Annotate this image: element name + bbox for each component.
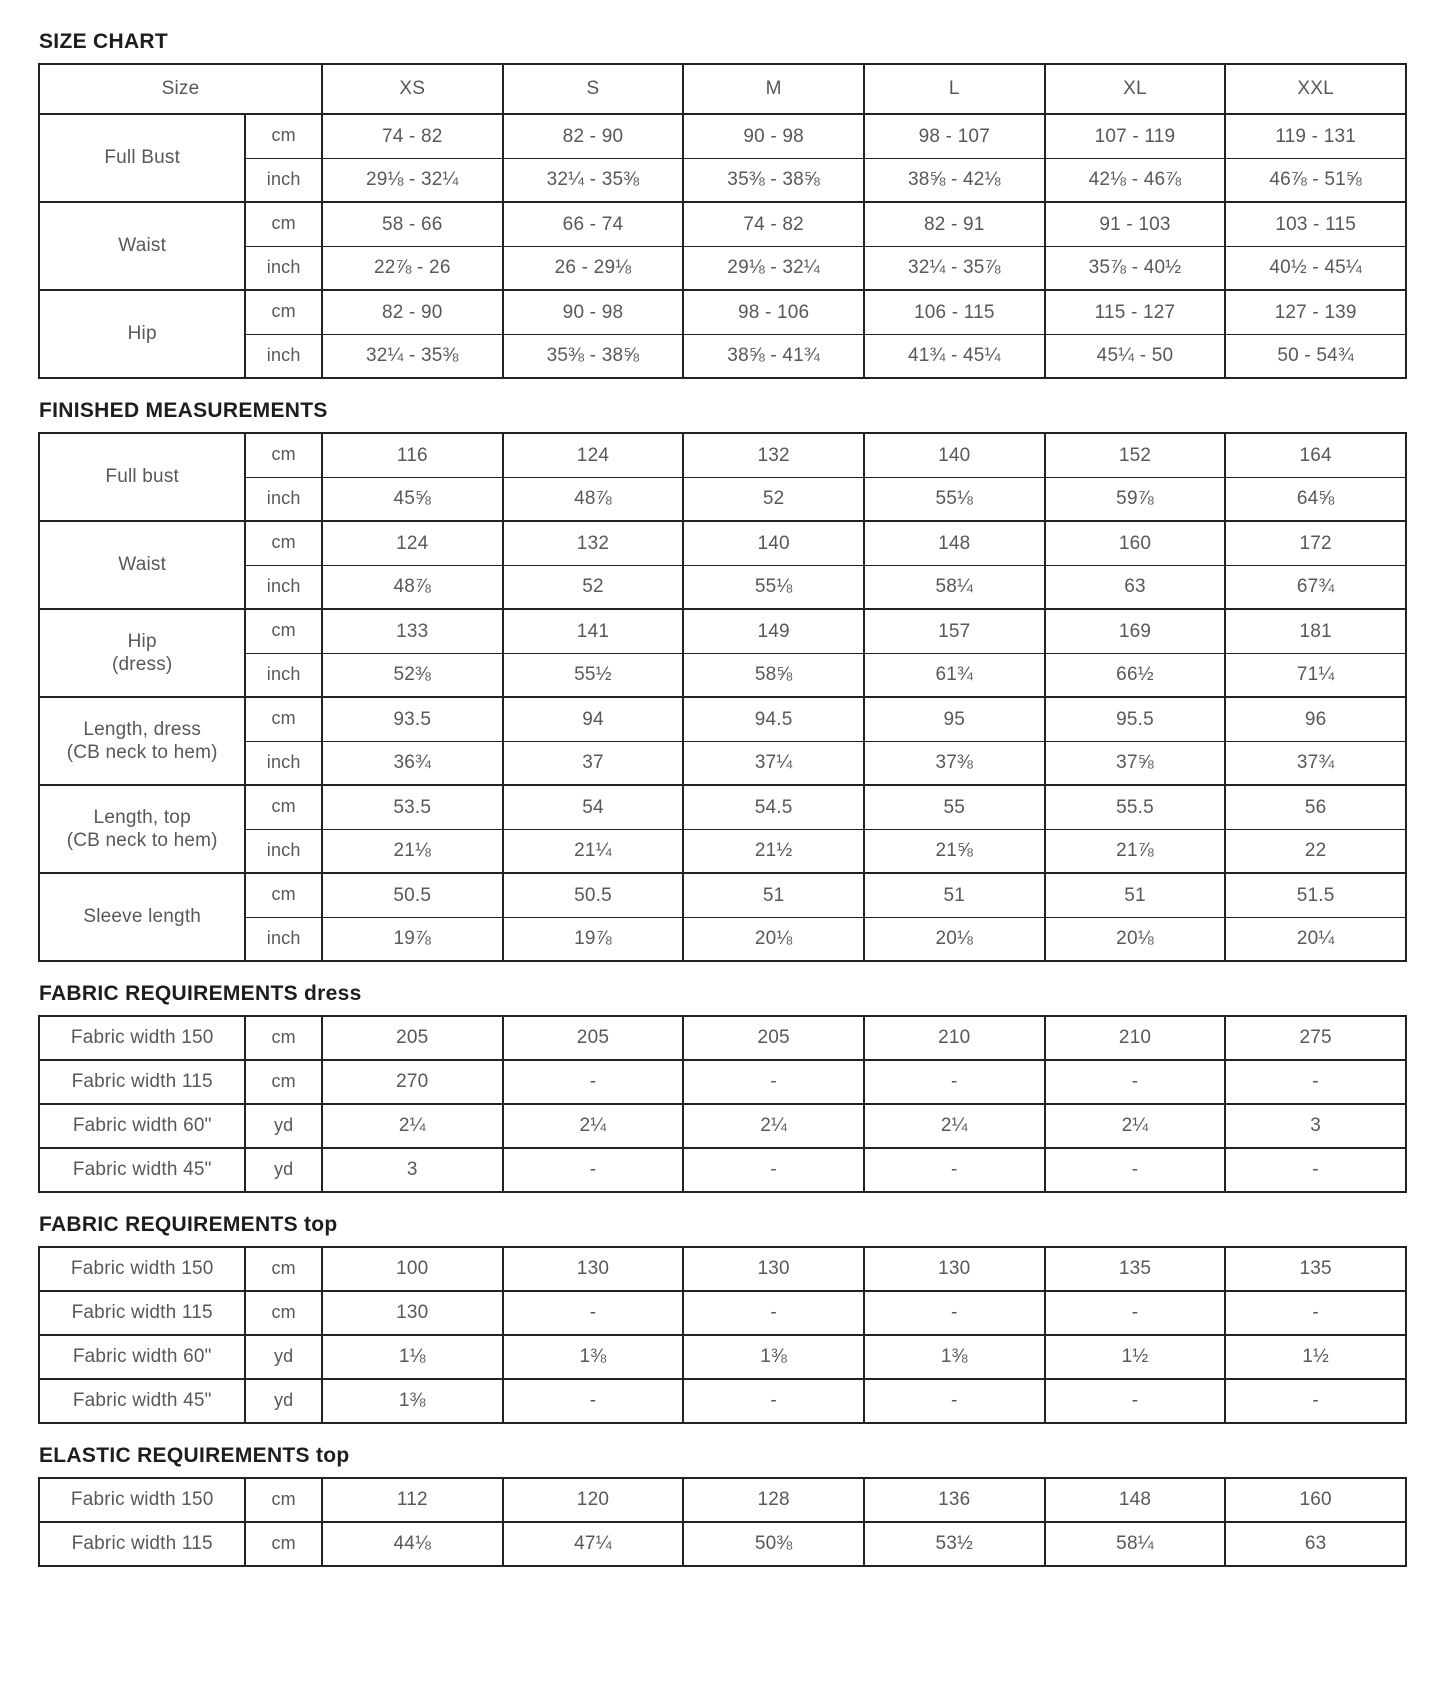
table-row (39, 202, 1406, 246)
value-cell: 136 (864, 1478, 1045, 1522)
value-cell: 3 (322, 1148, 503, 1192)
unit-cell: cm (245, 785, 322, 829)
value-cell: - (503, 1060, 684, 1104)
value-cell: 29⅛ - 32¼ (683, 246, 864, 290)
unit-cell: cm (245, 114, 322, 158)
elastic-requirements-top-title: ELASTIC REQUIREMENTS top (39, 1444, 350, 1467)
fabric-requirements-top-title: FABRIC REQUIREMENTS top (39, 1213, 338, 1236)
unit-cell: cm (245, 609, 322, 653)
section-finished-measurements (38, 399, 1407, 962)
value-cell: 1½ (1045, 1335, 1226, 1379)
value-cell: 124 (322, 521, 503, 565)
value-cell: 127 - 139 (1225, 290, 1406, 334)
value-cell: 152 (1045, 433, 1226, 477)
value-cell: - (864, 1060, 1045, 1104)
value-cell: 58 - 66 (322, 202, 503, 246)
unit-cell: inch (245, 246, 322, 290)
value-cell: 2¼ (864, 1104, 1045, 1148)
unit-cell: inch (245, 158, 322, 202)
value-cell: 119 - 131 (1225, 114, 1406, 158)
size-header-label: Size (39, 64, 322, 114)
section-elastic-requirements-top (38, 1444, 1407, 1567)
value-cell: 130 (864, 1247, 1045, 1291)
row-label: Fabric width 150 (39, 1016, 245, 1060)
value-cell: - (683, 1291, 864, 1335)
value-cell: 54 (503, 785, 684, 829)
value-cell: 1⅛ (322, 1335, 503, 1379)
value-cell: 149 (683, 609, 864, 653)
value-cell: 48⅞ (322, 565, 503, 609)
value-cell: 22 (1225, 829, 1406, 873)
value-cell: - (503, 1291, 684, 1335)
value-cell: 130 (503, 1247, 684, 1291)
value-cell: 2¼ (683, 1104, 864, 1148)
value-cell: - (1225, 1379, 1406, 1423)
value-cell: 21½ (683, 829, 864, 873)
value-cell: 1⅜ (683, 1335, 864, 1379)
value-cell: 169 (1045, 609, 1226, 653)
row-label: Fabric width 60" (39, 1335, 245, 1379)
value-cell: 115 - 127 (1045, 290, 1226, 334)
elastic-requirements-top-table-holder (38, 1477, 1407, 1567)
value-cell: 50⅜ (683, 1522, 864, 1566)
row-label: Length, dress (CB neck to hem) (39, 697, 245, 785)
value-cell: 66 - 74 (503, 202, 684, 246)
table-row (39, 697, 1406, 741)
value-cell: 37¾ (1225, 741, 1406, 785)
value-cell: 95 (864, 697, 1045, 741)
value-cell: 2¼ (322, 1104, 503, 1148)
finished-measurements-table (38, 432, 1407, 962)
value-cell: 36¾ (322, 741, 503, 785)
value-cell: 48⅞ (503, 477, 684, 521)
value-cell: - (1045, 1379, 1226, 1423)
value-cell: 63 (1045, 565, 1226, 609)
value-cell: 37⅜ (864, 741, 1045, 785)
value-cell: - (864, 1291, 1045, 1335)
value-cell: 157 (864, 609, 1045, 653)
value-cell: 205 (683, 1016, 864, 1060)
row-label: Fabric width 60" (39, 1104, 245, 1148)
row-label: Fabric width 115 (39, 1291, 245, 1335)
value-cell: 74 - 82 (683, 202, 864, 246)
value-cell: 50.5 (322, 873, 503, 917)
value-cell: 58¼ (1045, 1522, 1226, 1566)
value-cell: 164 (1225, 433, 1406, 477)
table-row (39, 1291, 1406, 1335)
unit-cell: cm (245, 521, 322, 565)
unit-cell: cm (245, 1291, 322, 1335)
size-chart-table-holder (38, 63, 1407, 379)
value-cell: 91 - 103 (1045, 202, 1226, 246)
value-cell: 51 (864, 873, 1045, 917)
value-cell: 1½ (1225, 1335, 1406, 1379)
value-cell: 55.5 (1045, 785, 1226, 829)
row-label: Fabric width 115 (39, 1060, 245, 1104)
finished-measurements-title: FINISHED MEASUREMENTS (39, 399, 328, 422)
value-cell: 50 - 54¾ (1225, 334, 1406, 378)
value-cell: 56 (1225, 785, 1406, 829)
value-cell: 55½ (503, 653, 684, 697)
fabric-requirements-dress-table-holder (38, 1015, 1407, 1193)
value-cell: 130 (683, 1247, 864, 1291)
value-cell: 35⅜ - 38⅝ (683, 158, 864, 202)
table-row (39, 114, 1406, 158)
value-cell: - (1045, 1060, 1226, 1104)
value-cell: 133 (322, 609, 503, 653)
size-chart-table (38, 63, 1407, 379)
value-cell: 21⅛ (322, 829, 503, 873)
value-cell: 58⅝ (683, 653, 864, 697)
value-cell: 82 - 90 (322, 290, 503, 334)
unit-cell: yd (245, 1335, 322, 1379)
row-label: Fabric width 115 (39, 1522, 245, 1566)
fabric-requirements-top-table (38, 1246, 1407, 1424)
value-cell: 19⅞ (503, 917, 684, 961)
value-cell: 40½ - 45¼ (1225, 246, 1406, 290)
unit-cell: yd (245, 1148, 322, 1192)
value-cell: 32¼ - 35⅜ (503, 158, 684, 202)
value-cell: 20⅛ (1045, 917, 1226, 961)
value-cell: 124 (503, 433, 684, 477)
value-cell: 55⅛ (683, 565, 864, 609)
value-cell: 93.5 (322, 697, 503, 741)
value-cell: 51 (1045, 873, 1226, 917)
unit-cell: inch (245, 917, 322, 961)
value-cell: 42⅛ - 46⅞ (1045, 158, 1226, 202)
value-cell: 29⅛ - 32¼ (322, 158, 503, 202)
row-label: Waist (39, 521, 245, 609)
value-cell: 37¼ (683, 741, 864, 785)
value-cell: 32¼ - 35⅜ (322, 334, 503, 378)
table-row (39, 433, 1406, 477)
value-cell: 52⅜ (322, 653, 503, 697)
value-cell: - (1225, 1148, 1406, 1192)
value-cell: 50.5 (503, 873, 684, 917)
table-row (39, 1060, 1406, 1104)
value-cell: 22⅞ - 26 (322, 246, 503, 290)
value-cell: 103 - 115 (1225, 202, 1406, 246)
value-cell: 210 (864, 1016, 1045, 1060)
value-cell: 20⅛ (864, 917, 1045, 961)
value-cell: - (864, 1379, 1045, 1423)
value-cell: - (683, 1379, 864, 1423)
value-cell: 140 (683, 521, 864, 565)
unit-cell: cm (245, 1060, 322, 1104)
value-cell: 141 (503, 609, 684, 653)
value-cell: 270 (322, 1060, 503, 1104)
table-row (39, 1522, 1406, 1566)
value-cell: 21⅝ (864, 829, 1045, 873)
value-cell: 41¾ - 45¼ (864, 334, 1045, 378)
value-cell: 26 - 29⅛ (503, 246, 684, 290)
value-cell: 53.5 (322, 785, 503, 829)
row-label: Sleeve length (39, 873, 245, 961)
value-cell: 21¼ (503, 829, 684, 873)
fabric-requirements-dress-table (38, 1015, 1407, 1193)
value-cell: 45¼ - 50 (1045, 334, 1226, 378)
unit-cell: cm (245, 1016, 322, 1060)
table-row (39, 1379, 1406, 1423)
table-row (39, 609, 1406, 653)
elastic-requirements-top-table (38, 1477, 1407, 1567)
value-cell: 71¼ (1225, 653, 1406, 697)
unit-cell: cm (245, 290, 322, 334)
unit-cell: inch (245, 653, 322, 697)
value-cell: 59⅞ (1045, 477, 1226, 521)
value-cell: 205 (322, 1016, 503, 1060)
value-cell: 3 (1225, 1104, 1406, 1148)
unit-cell: inch (245, 334, 322, 378)
value-cell: - (503, 1148, 684, 1192)
value-cell: 61¾ (864, 653, 1045, 697)
size-column-header: XL (1045, 64, 1226, 114)
value-cell: 52 (683, 477, 864, 521)
value-cell: 98 - 107 (864, 114, 1045, 158)
value-cell: - (1045, 1291, 1226, 1335)
table-row (39, 1104, 1406, 1148)
table-row (39, 1148, 1406, 1192)
value-cell: 66½ (1045, 653, 1226, 697)
value-cell: 44⅛ (322, 1522, 503, 1566)
value-cell: 2¼ (503, 1104, 684, 1148)
value-cell: - (503, 1379, 684, 1423)
row-label: Waist (39, 202, 245, 290)
unit-cell: inch (245, 565, 322, 609)
size-column-header: XXL (1225, 64, 1406, 114)
value-cell: 2¼ (1045, 1104, 1226, 1148)
value-cell: 74 - 82 (322, 114, 503, 158)
unit-cell: inch (245, 829, 322, 873)
row-label: Full bust (39, 433, 245, 521)
value-cell: 95.5 (1045, 697, 1226, 741)
value-cell: 135 (1225, 1247, 1406, 1291)
value-cell: 172 (1225, 521, 1406, 565)
value-cell: 1⅜ (322, 1379, 503, 1423)
value-cell: 275 (1225, 1016, 1406, 1060)
finished-measurements-table-holder (38, 432, 1407, 962)
table-row (39, 1478, 1406, 1522)
row-label: Hip (dress) (39, 609, 245, 697)
size-column-header: M (683, 64, 864, 114)
value-cell: 20⅛ (683, 917, 864, 961)
value-cell: 135 (1045, 1247, 1226, 1291)
unit-cell: inch (245, 477, 322, 521)
row-label: Fabric width 45" (39, 1379, 245, 1423)
unit-cell: cm (245, 697, 322, 741)
value-cell: 181 (1225, 609, 1406, 653)
value-cell: 55⅛ (864, 477, 1045, 521)
value-cell: 63 (1225, 1522, 1406, 1566)
value-cell: 46⅞ - 51⅝ (1225, 158, 1406, 202)
table-row (39, 785, 1406, 829)
value-cell: 98 - 106 (683, 290, 864, 334)
value-cell: 132 (683, 433, 864, 477)
table-row (39, 1016, 1406, 1060)
value-cell: 94.5 (683, 697, 864, 741)
value-cell: 64⅝ (1225, 477, 1406, 521)
value-cell: 120 (503, 1478, 684, 1522)
value-cell: 132 (503, 521, 684, 565)
unit-cell: yd (245, 1379, 322, 1423)
section-size-chart (38, 30, 1407, 379)
table-row (39, 290, 1406, 334)
value-cell: 82 - 91 (864, 202, 1045, 246)
row-label: Hip (39, 290, 245, 378)
value-cell: 160 (1045, 521, 1226, 565)
value-cell: 94 (503, 697, 684, 741)
unit-cell: inch (245, 741, 322, 785)
value-cell: 53½ (864, 1522, 1045, 1566)
row-label: Fabric width 150 (39, 1247, 245, 1291)
fabric-requirements-dress-title: FABRIC REQUIREMENTS dress (39, 982, 362, 1005)
value-cell: 54.5 (683, 785, 864, 829)
value-cell: - (1045, 1148, 1226, 1192)
value-cell: 148 (1045, 1478, 1226, 1522)
table-row (39, 873, 1406, 917)
unit-cell: cm (245, 1247, 322, 1291)
row-label: Fabric width 150 (39, 1478, 245, 1522)
row-label: Length, top (CB neck to hem) (39, 785, 245, 873)
value-cell: 51 (683, 873, 864, 917)
unit-cell: cm (245, 873, 322, 917)
value-cell: 148 (864, 521, 1045, 565)
value-cell: 140 (864, 433, 1045, 477)
size-column-header: XS (322, 64, 503, 114)
table-row (39, 521, 1406, 565)
value-cell: 128 (683, 1478, 864, 1522)
value-cell: 90 - 98 (503, 290, 684, 334)
value-cell: 47¼ (503, 1522, 684, 1566)
unit-cell: cm (245, 1522, 322, 1566)
fabric-requirements-top-table-holder (38, 1246, 1407, 1424)
value-cell: 21⅞ (1045, 829, 1226, 873)
value-cell: 20¼ (1225, 917, 1406, 961)
value-cell: 106 - 115 (864, 290, 1045, 334)
size-column-header: S (503, 64, 684, 114)
value-cell: 107 - 119 (1045, 114, 1226, 158)
value-cell: 45⅝ (322, 477, 503, 521)
value-cell: 55 (864, 785, 1045, 829)
value-cell: 37 (503, 741, 684, 785)
value-cell: 130 (322, 1291, 503, 1335)
value-cell: 38⅝ - 42⅛ (864, 158, 1045, 202)
table-row (39, 1247, 1406, 1291)
value-cell: - (864, 1148, 1045, 1192)
value-cell: 52 (503, 565, 684, 609)
value-cell: - (1225, 1291, 1406, 1335)
value-cell: 51.5 (1225, 873, 1406, 917)
value-cell: - (1225, 1060, 1406, 1104)
value-cell: 90 - 98 (683, 114, 864, 158)
value-cell: 82 - 90 (503, 114, 684, 158)
value-cell: 67¾ (1225, 565, 1406, 609)
row-label: Fabric width 45" (39, 1148, 245, 1192)
value-cell: 116 (322, 433, 503, 477)
unit-cell: cm (245, 1478, 322, 1522)
row-label: Full Bust (39, 114, 245, 202)
value-cell: - (683, 1148, 864, 1192)
value-cell: 96 (1225, 697, 1406, 741)
value-cell: 35⅞ - 40½ (1045, 246, 1226, 290)
value-cell: 100 (322, 1247, 503, 1291)
unit-cell: cm (245, 433, 322, 477)
value-cell: 38⅝ - 41¾ (683, 334, 864, 378)
value-cell: 210 (1045, 1016, 1226, 1060)
value-cell: 1⅜ (864, 1335, 1045, 1379)
section-fabric-requirements-top (38, 1213, 1407, 1424)
value-cell: 160 (1225, 1478, 1406, 1522)
table-row (39, 1335, 1406, 1379)
value-cell: 1⅜ (503, 1335, 684, 1379)
size-chart-document (38, 30, 1407, 1567)
size-column-header: L (864, 64, 1045, 114)
value-cell: 112 (322, 1478, 503, 1522)
value-cell: 35⅜ - 38⅝ (503, 334, 684, 378)
value-cell: 37⅝ (1045, 741, 1226, 785)
size-chart-title: SIZE CHART (39, 30, 168, 53)
value-cell: - (683, 1060, 864, 1104)
unit-cell: yd (245, 1104, 322, 1148)
value-cell: 205 (503, 1016, 684, 1060)
section-fabric-requirements-dress (38, 982, 1407, 1193)
value-cell: 32¼ - 35⅞ (864, 246, 1045, 290)
value-cell: 19⅞ (322, 917, 503, 961)
value-cell: 58¼ (864, 565, 1045, 609)
unit-cell: cm (245, 202, 322, 246)
